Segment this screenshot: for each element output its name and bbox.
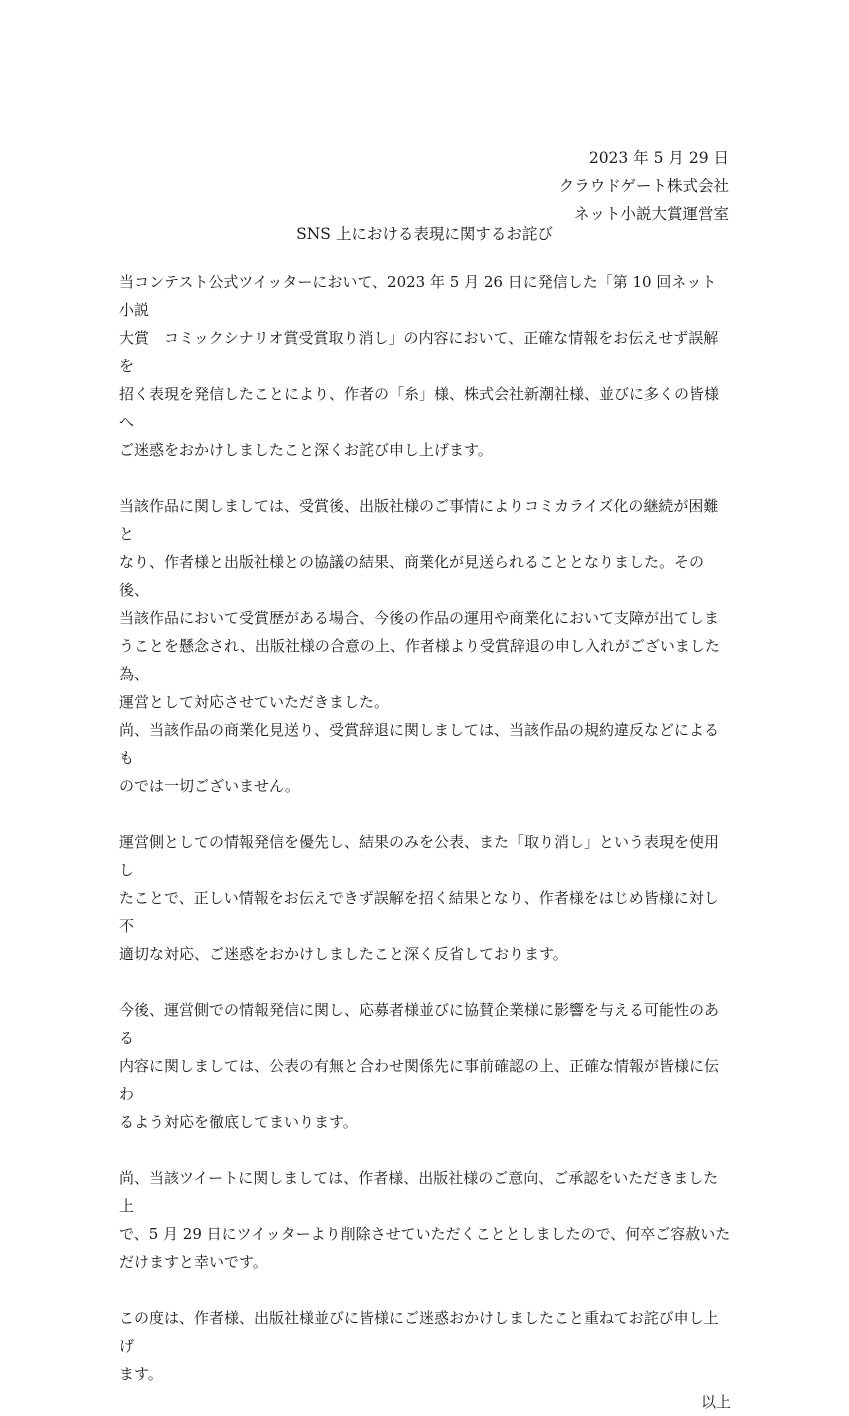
paragraph-future-measures: 今後、運営側での情報発信に関し、応募者様並びに協賛企業様に影響を与える可能性のある 内容に関しましては、公表の有無と合わせ関係先に事前確認の上、正確な情報が皆様に伝わ るよう対応を徹底してまいります。: [119, 1001, 720, 1131]
paragraph-background: 当該作品に関しましては、受賞後、出版社様のご事情によりコミカライズ化の継続が困難と なり、作者様と出版社様との協議の結果、商業化が見送られることとなりました。その後、 当該作品において受賞歴がある場合、今後の作品の運用や商業化において支障が出てしま うことを懸念され、出版社様の合意の上、作者様より受賞辞退の申し入れがございました為、 運営として対応させていただきました。: [119, 497, 720, 711]
document-body: [119, 268, 731, 1416]
issue-date: 2023 年 5 月 29 日: [588, 149, 729, 167]
closing-mark: 以上: [700, 1393, 731, 1411]
company-name: クラウドゲート株式会社: [558, 177, 729, 195]
department-name: ネット小説大賞運営室: [573, 205, 729, 223]
paragraph-apology: 当コンテスト公式ツイッターにおいて、2023 年 5 月 26 日に発信した「第 10 回ネット小説 大賞 コミックシナリオ賞受賞取り消し」の内容において、正確な情報をお伝えせず誤解を 招く表現を発信したことにより、作者の「糸」様、株式会社新潮社様、並びに多くの皆様へ ご迷惑をおかけしましたこと深くお詫び申し上げます。: [119, 273, 720, 459]
letter-header: [559, 144, 729, 228]
paragraph-no-violation: 尚、当該作品の商業化見送り、受賞辞退に関しましては、当該作品の規約違反などによるも のでは一切ございません。: [119, 721, 720, 795]
paragraph-final-apology: この度は、作者様、出版社様並びに皆様にご迷惑おかけしましたこと重ねてお詫び申し上げ ます。: [119, 1309, 719, 1383]
paragraph-tweet-deletion: 尚、当該ツイートに関しましては、作者様、出版社様のご意向、ご承認をいただきました上 で、5 月 29 日にツイッターより削除させていただくこととしましたので、何卒ご容赦いた だけますと幸いです。: [119, 1169, 731, 1271]
paragraph-reflection: 運営側としての情報発信を優先し、結果のみを公表、また「取り消し」という表現を使用し たことで、正しい情報をお伝えできず誤解を招く結果となり、作者様をはじめ皆様に対し不 適切な対応、ご迷惑をおかけしましたこと深く反省しております。: [119, 833, 720, 963]
document-title: SNS 上における表現に関するお詫び: [296, 225, 553, 243]
